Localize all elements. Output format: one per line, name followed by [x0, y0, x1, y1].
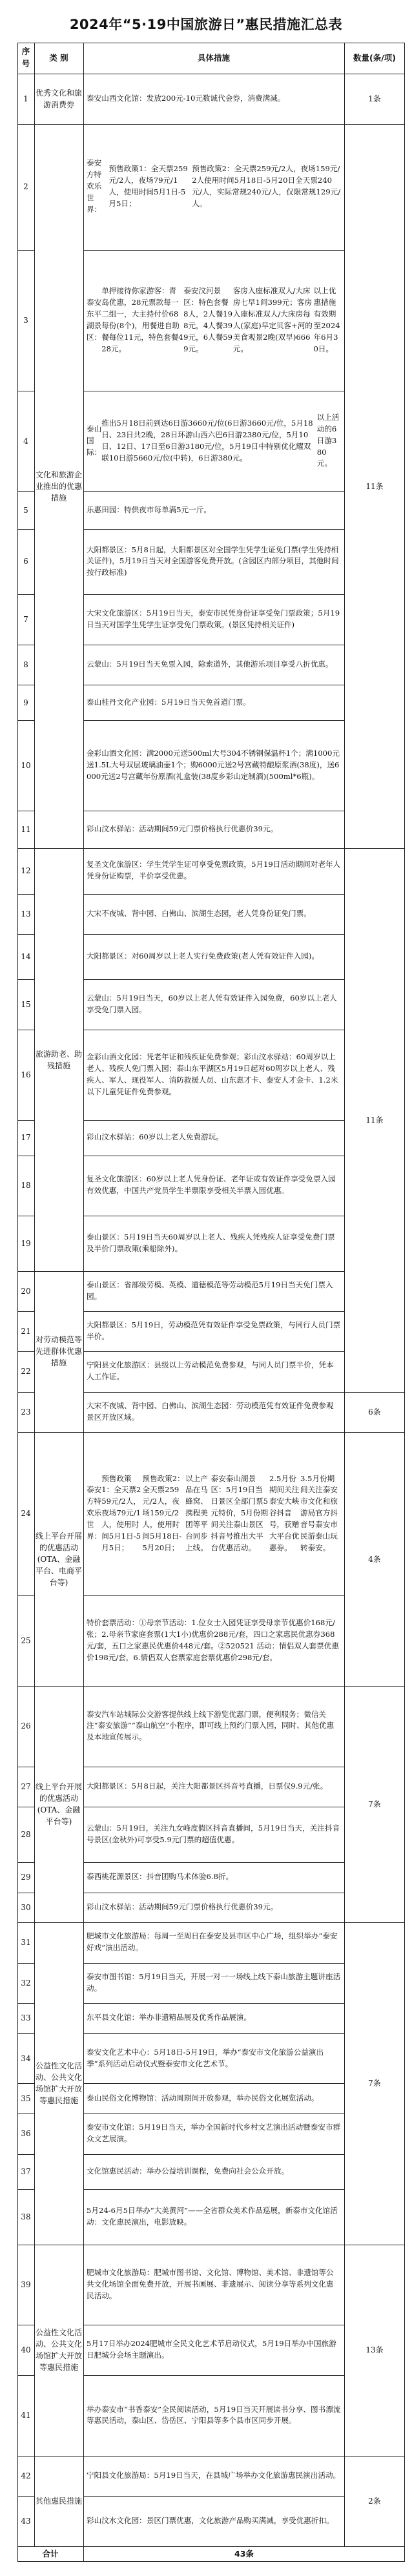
row-measure: 泰安汽车站城际公交游客提供线上线下游览优惠门票，便利服务；微信关注“泰安旅游”“泰山航空”小程序，即可线上预约门票入园，同时、其他优惠及本地宣传展示。 [87, 1709, 335, 1742]
row-measure: 彩山汶水驿站：60岁以上老人免费游玩。 [87, 1132, 223, 1142]
row-divider [83, 2496, 344, 2497]
row-divider [17, 979, 34, 980]
row-divider [83, 1432, 344, 1433]
row-divider [17, 2456, 34, 2457]
row-divider [17, 934, 34, 935]
row-measure: 泰安东平湖景区： 单押接待你家游客：青岛优惠，28元票款每一二组一，大主持付价68每份(8个)，用餐进自助餐每位11元，特色套餐428元。 泰安汶河景区：特色套餐8人，2人餐198元，4人餐399元，6人餐599元。 客房入座标准双人/大床房七早1间399元；客房入座标准双人/大床房每人(家庭)早定贝客+河的美食观景2晚(双早)666元。 以上优惠措施有效期至2024年6月30日。 [87, 286, 340, 353]
row-measure: 云蒙山：5月19日当天免票入园，除索道外，其他游乐项目享受八折优惠。 [87, 660, 333, 669]
row-number: 34 [21, 2053, 31, 2063]
category-cell: 其他惠民措施 [36, 2496, 83, 2506]
row-divider [344, 2456, 405, 2457]
row-divider [17, 848, 34, 849]
row-measure: 肥城市文化旅游局：每周一至周日在泰安及县市区中心广场，组织举办“泰安好戏”演出活动。 [87, 1931, 338, 1953]
count-cell: 7条 [368, 2079, 381, 2088]
row-divider [83, 934, 344, 935]
row-number: 11 [21, 825, 31, 835]
category-cell: 公益性文化活动、公共文化场馆扩大开放等惠民措施 [36, 2328, 83, 2373]
row-divider [17, 2154, 34, 2155]
count-cell: 11条 [366, 481, 384, 491]
row-number: 38 [21, 2212, 31, 2221]
count-cell: 4条 [368, 1554, 381, 1564]
row-divider [17, 2003, 34, 2004]
row-divider [83, 848, 344, 849]
row-divider [344, 124, 405, 125]
row-number: 36 [21, 2129, 31, 2139]
row-number: 18 [21, 1181, 31, 1190]
header-no: 序号 [21, 47, 30, 68]
row-number: 19 [21, 1238, 31, 1248]
row-number: 8 [23, 660, 28, 670]
row-number: 27 [21, 1781, 31, 1791]
table-border [34, 43, 35, 2546]
row-divider [344, 1392, 405, 1393]
row-divider [83, 2003, 344, 2004]
row-divider [34, 848, 83, 849]
row-measure: 大宋文化旅游区：5月19日当天，泰安市民凭身份证享受免门票政策；5月19日当天对国学生凭学生证享受免门票政策。(景区凭持相关证件) [87, 608, 340, 630]
table-border [17, 2561, 405, 2562]
row-divider [83, 491, 344, 492]
page-title: 2024年“5·19中国旅游日”惠民措施汇总表 [69, 17, 343, 32]
row-divider [34, 2456, 83, 2457]
row-divider [83, 2154, 344, 2155]
row-number: 30 [21, 1902, 31, 1912]
row-divider [344, 1432, 405, 1433]
total-value: 43条 [234, 2548, 254, 2559]
category-cell: 优秀文化和旅游消费券 [36, 88, 83, 109]
count-cell: 6条 [368, 1407, 381, 1417]
row-number: 22 [21, 1367, 31, 1376]
row-number: 16 [21, 1070, 31, 1079]
row-divider [83, 1311, 344, 1312]
row-measure: 云蒙山：5月19日当天，60岁以上老人凭有效证件入园免费，60岁以上老人享受免门票入园。 [87, 993, 337, 1014]
row-divider [83, 2375, 344, 2376]
row-divider [17, 491, 34, 492]
row-divider [17, 2033, 34, 2034]
row-divider [34, 124, 83, 125]
row-divider [83, 1392, 344, 1393]
row-divider [83, 594, 344, 595]
row-number: 2 [23, 182, 28, 192]
count-cell: 1条 [368, 94, 381, 103]
header-category: 类 别 [49, 52, 68, 63]
row-measure: 彩山汶水驿站：活动期间59元门票价格执行优惠价39元。 [87, 1902, 278, 1911]
row-divider [83, 1963, 344, 1964]
row-number: 31 [21, 1938, 31, 1948]
row-divider [17, 2083, 34, 2084]
row-divider [17, 1271, 34, 1272]
row-measure: 泰西桃花源景区：抖音团购马术体验6.8折。 [87, 1872, 234, 1882]
row-divider [83, 2083, 344, 2084]
row-divider [83, 1120, 344, 1121]
row-measure: 宁阳县文化旅游局：5月19日当天，在县城广场举办文化旅游惠民演出活动。 [87, 2470, 341, 2480]
total-label: 合计 [42, 2548, 59, 2559]
row-number: 23 [21, 1407, 31, 1417]
row-number: 26 [21, 1721, 31, 1731]
table-border [17, 2546, 405, 2547]
row-measure: 泰安方特欢乐世界： 预售政策1：全天票259元/2人，夜场79元/1人，使用时间5月1日-5月5日； 预售政策2：全天票259元/2人，夜场159元/2人使用时间5月18日-5月20日全天票240元/人，实际常规240元/人，仅限常规129元/人。 [87, 158, 341, 214]
row-divider [17, 250, 34, 251]
row-measure: 泰安文化艺术中心：5月18日-5月19日，举办“泰安市文化旅游公益演出季”系列活动启动仪式暨泰安市文化艺术节。 [87, 2047, 324, 2068]
row-number: 25 [21, 1636, 31, 1646]
row-number: 5 [23, 505, 28, 515]
row-number: 28 [21, 1829, 31, 1839]
row-number: 35 [21, 2093, 31, 2103]
row-number: 12 [21, 866, 31, 876]
row-number: 10 [21, 760, 31, 770]
row-number: 39 [21, 2280, 31, 2289]
row-measure: 东平县文化馆：举办非遗精品展及优秀作品展演。 [87, 2013, 252, 2022]
table-border [344, 43, 345, 2546]
row-divider [17, 720, 34, 721]
row-divider [17, 1392, 34, 1393]
row-divider [17, 1120, 34, 1121]
row-number: 3 [23, 315, 28, 325]
row-number: 37 [21, 2166, 31, 2176]
row-divider [17, 1432, 34, 1433]
row-divider [17, 1862, 34, 1863]
row-divider [83, 1686, 344, 1687]
category-cell: 对劳动模范等先进群体优惠措施 [36, 1335, 83, 1368]
row-divider [83, 124, 344, 125]
row-number: 4 [23, 436, 28, 446]
row-measure: 泰山民俗文化博物馆：活动周期间开放参观，举办民俗文化展览活动。 [87, 2093, 319, 2103]
row-number: 17 [21, 1133, 31, 1143]
row-divider [83, 1351, 344, 1352]
row-number: 9 [23, 698, 28, 707]
table-border [404, 43, 405, 2562]
row-measure: 大宋不夜城、背中园、白佛山、滨湖生态园：劳动模范凭有效证件免费参观景区开放区域。 [87, 1400, 334, 1422]
category-cell: 旅游助老、助残措施 [36, 1049, 83, 1070]
row-measure: 泰山景区：省部级劳模、英模、道德模范等劳动模范5月19日当天免门票入园。 [87, 1280, 333, 1301]
row-number: 42 [21, 2471, 31, 2480]
row-divider [17, 1351, 34, 1352]
row-measure: 泰安市文化馆：5月19日当天，举办全国新时代乡村文艺演出活动暨泰安市群众文艺展演。 [87, 2123, 341, 2144]
row-divider [344, 1686, 405, 1687]
row-number: 32 [21, 1978, 31, 1988]
row-measure: 大阳都景区：对60周岁以上老人实行免费政策(老人凭有效证件入园)。 [87, 951, 320, 961]
row-measure: 大阳都景区：5月8日起，大阳都景区对全国学生凭学生证免门票(学生凭持相关证件)，5月19日当天对全国游客免费开放。(含园区内部分项目，其他时间按行政标准) [87, 545, 339, 577]
count-cell: 2条 [368, 2496, 381, 2506]
row-measure: 复圣文化旅游区：学生凭学生证可享受免票政策，5月19日活动期间对老年人凭身份证购票，半价享受优惠。 [87, 860, 341, 881]
row-divider [17, 1686, 34, 1687]
row-divider [34, 1432, 83, 1433]
row-measure: 5月24-6月5日举办“大美黄河”——全省群众美术作品巡展，新泰市文化馆活动：文化惠民演出，电影放映。 [87, 2205, 338, 2227]
row-number: 21 [21, 1327, 31, 1336]
row-measure: 金彩山酒文化园：凭老年证和残疾证免费参观；彩山汶水驿站：60周岁以上老人、残疾人免门票入园；泰山东平湖区5月19日起对60周岁以上老人、残疾人、军人、现役军人、消防救援人员、山东惠才卡、泰安人才金卡、1.2米以下儿童凭证件免费参观。 [87, 1052, 338, 1096]
row-divider [344, 1922, 405, 1923]
row-divider [83, 1271, 344, 1272]
count-cell: 11条 [366, 1115, 384, 1125]
row-measure: 彩山汶水文化园：景区门票优惠，文化旅游产品购买满减，享受优惠折扣。 [87, 2516, 334, 2526]
row-number: 40 [21, 2345, 31, 2355]
count-cell: 13条 [366, 2345, 384, 2355]
row-divider [83, 2033, 344, 2034]
row-measure: 特价套票活动：①母亲节活动：1.位女士入园凭证享受母亲节优惠价168元/张；2.母亲节家庭套票(1大1小)优惠价288元/套，四口之家惠民优惠券368元/套，五口之家惠民优惠价448元/套。②520521 活动：情侣双人套票优惠价198元/套，6.情侣双人套票家庭套票优惠价298元/套。 [87, 1618, 339, 1663]
row-number: 7 [23, 615, 28, 625]
row-number: 13 [21, 909, 31, 919]
row-divider [17, 894, 34, 895]
row-divider [17, 2189, 34, 2190]
header-count: 数量(条/项) [353, 52, 396, 63]
row-divider [34, 1922, 83, 1923]
row-measure: 文化馆惠民活动：举办公益培训课程，免费向社会公众开放。 [87, 2166, 289, 2176]
row-measure: 举办泰安市“书香泰安”全民阅读活动，5月19日当天开展读书分享、图书漂流等惠民活动，泰山区、岱岳区、宁阳县等多个县市区同步开展。 [87, 2404, 341, 2425]
row-measure: 乐惠田园： 特供夜市每单满5元一斤。 [87, 504, 211, 514]
row-measure: 泰安山西文化馆：发放200元-10元数诚代金券，消费满减。 [87, 93, 285, 103]
row-measure: 金彩山酒文化园：满2000元送500ml大号304不锈钢保温杯1个；满1000元送1.5L大号双层玻璃油壶1个；购6000元送2号宫藏特酿原浆酒(38度)，送6000元送2号宫藏年份原酒(礼盒装(38度乡彩山定制酒)(500ml*6瓶)。 [87, 748, 340, 781]
row-measure: 泰山景区：5月19日当天60周岁以上老人、残疾人凭残疾人证享受免费门票及半价门票政策(乘船除外)。 [87, 1232, 335, 1253]
row-number: 33 [21, 2013, 31, 2023]
row-divider [34, 1271, 83, 1272]
row-divider [83, 1862, 344, 1863]
row-number: 24 [21, 1509, 31, 1519]
row-measure: 彩山汶水驿站：活动期间59元门票价格执行优惠价39元。 [87, 824, 278, 834]
row-number: 1 [23, 94, 28, 103]
row-measure: 5月17日举办2024肥城市全民文化艺术节启动仪式，5月19日举办中国旅游日肥城分会场主题演出。 [87, 2339, 336, 2360]
row-measure: 大阳都景区：5月8日起，关注大阳都景区抖音号直播，日票仅9.9元/张。 [87, 1781, 328, 1791]
row-divider [17, 2375, 34, 2376]
row-divider [83, 1922, 344, 1923]
row-divider [17, 1311, 34, 1312]
row-measure: 大阳都景区：5月19日，劳动模范凭有效证件享受免票政策，与同行人员门票半价。 [87, 1320, 341, 1342]
row-divider [83, 2189, 344, 2190]
table-border [17, 43, 18, 2562]
row-divider [83, 894, 344, 895]
row-divider [83, 250, 344, 251]
category-cell: 线上平台开展的优惠活动(OTA、金融平台等) [36, 1782, 83, 1827]
row-divider [17, 1922, 34, 1923]
row-measure: 泰山国际： 推出5月18日前到达6日游3660元/位(6日游3660元/位，5月18日、23日共2晚，28日环游山西六巴6日游2380元/位，5月10日、12日、17日至6日游3180元/位，5月19日中特别优化耀双联10日游5660元/位(中转)，6日游380元。 以上活动的6日游380元。 [87, 412, 340, 468]
row-number: 14 [21, 951, 31, 961]
measures-table [17, 43, 405, 2562]
row-divider [17, 1963, 34, 1964]
row-measure: 宁阳县文化旅游区：县级以上劳动模范免费参观，与同人员门票半价，凭本人工作证。 [87, 1360, 334, 1382]
row-divider [17, 529, 34, 530]
row-divider [17, 124, 34, 125]
row-divider [17, 2496, 34, 2497]
row-divider [34, 1686, 83, 1687]
row-divider [83, 720, 344, 721]
row-number: 15 [21, 999, 31, 1009]
category-cell: 文化和旅游企业推出的优惠措施 [36, 470, 83, 503]
row-divider [17, 1595, 34, 1596]
table-border [83, 43, 84, 2562]
category-cell: 公益性文化活动、公共文化场馆扩大开放等惠民措施 [36, 2061, 83, 2106]
row-divider [83, 529, 344, 530]
row-measure: 大宋不夜城、背中园、白佛山、滨湖生态园，老人凭身份证免门票。 [87, 908, 311, 918]
row-measure: 云蒙山：5月19日，关注九女峰度假区抖音直播间，5月19日当天，关注抖音号景区(金秋外)可享受5.9元门票的超值优惠。 [87, 1823, 340, 1844]
category-cell: 线上平台开展的优惠活动(OTA、金融平台、电商平台等) [36, 1531, 83, 1587]
row-number: 20 [21, 1286, 31, 1296]
count-cell: 7条 [368, 1800, 381, 1809]
row-number: 41 [21, 2411, 31, 2420]
row-divider [83, 1595, 344, 1596]
row-divider [344, 848, 405, 849]
header-measure: 具体措施 [197, 52, 230, 63]
row-measure: 肥城市文化旅游局：肥城市图书馆、文化馆、博物馆、美术馆、非遗馆等公共文化场馆全面免费开放，开展书画展、非遗展示、阅读分享等系列文化惠民活动。 [87, 2268, 334, 2300]
row-measure: 泰安市图书馆：5月19日当天，开展一对一一场线上线下泰山旅游主题讲座活动。 [87, 1971, 341, 1993]
row-measure: 复圣文化旅游区：60岁以上老人凭身份证、老年证或有效证件享受免票入园有效优惠，中国共产党员学生半票限享受相关半票入园优惠。 [87, 1174, 336, 1196]
row-measure: 泰安方特欢乐世界： 预售政策1：全天票259元/2人，夜场79元/1人，使用时间5月1日-5月5日； 预售政策2：全天票259元/2人，夜场159元/2人，使用时间5月18日-5月20日； 以上产品在马蜂窝、携程美团等平台同步上线。 泰安泰山湖景区：5月19日当日景区全部门票5元特价，5月份期间关注泰山景区抖音号推出大平台优惠活动。 2.5月份期间关注泰安大峡谷抖音号，获赠大平台优惠券。 3.5月份期间关注泰安市文化和旅游局官方抖音号泰安市民游泰山玩转泰安。 [87, 1473, 338, 1553]
row-divider [83, 2456, 344, 2457]
row-number: 29 [21, 1873, 31, 1882]
row-divider [17, 594, 34, 595]
row-divider [83, 979, 344, 980]
row-number: 43 [21, 2517, 31, 2526]
row-measure: 泰山桂丹文化产业园：5月19日当天免首道门票。 [87, 697, 251, 707]
row-number: 6 [23, 557, 28, 566]
